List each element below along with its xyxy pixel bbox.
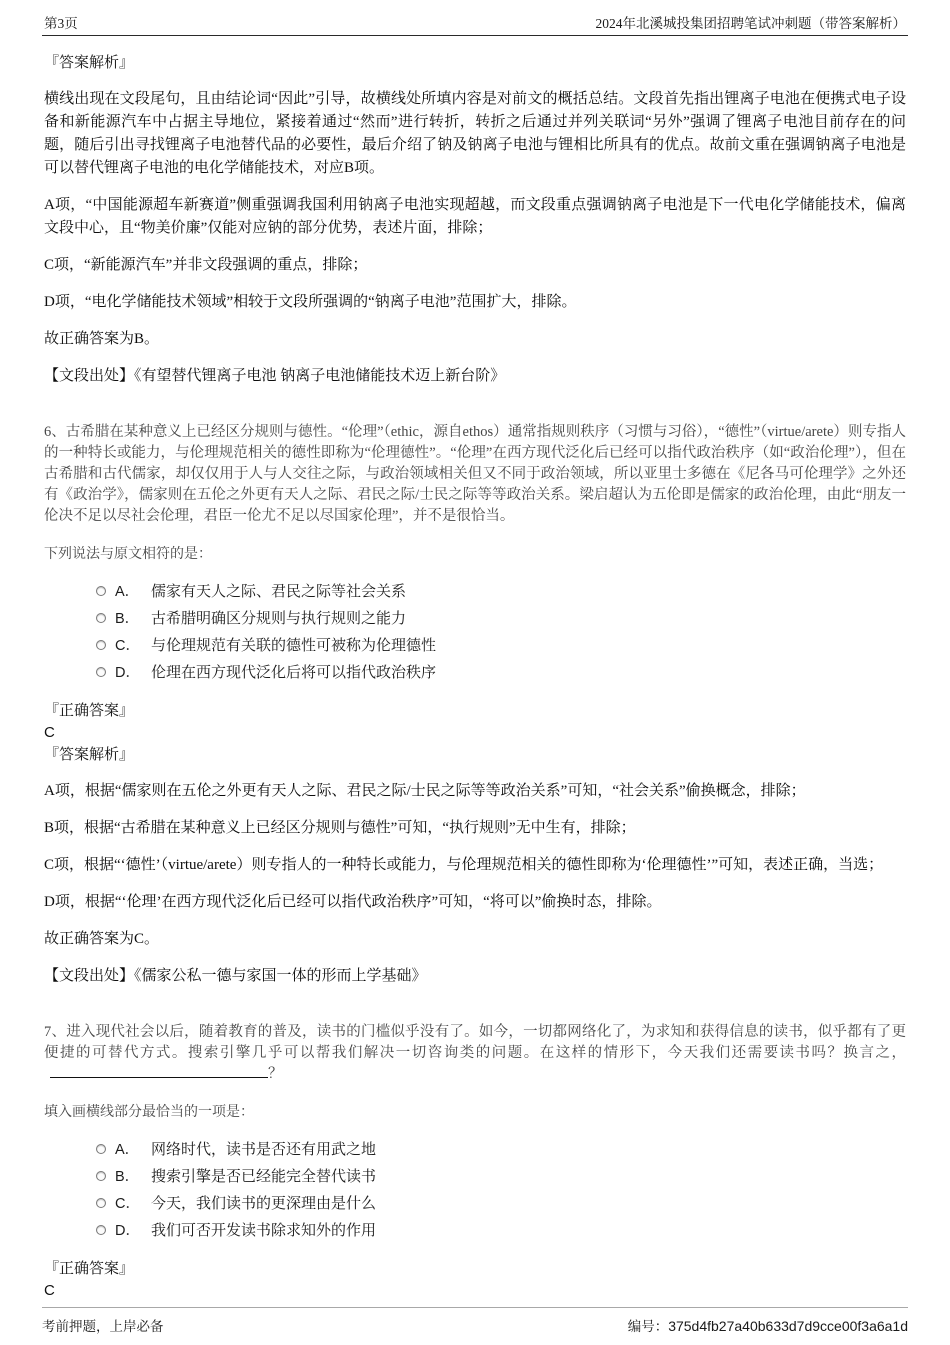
radio-button[interactable] <box>96 586 106 596</box>
option-text: 伦理在西方现代泛化后将可以指代政治秩序 <box>151 665 437 681</box>
q5-analysis-section <box>44 52 906 388</box>
option-row-a[interactable] <box>96 1135 906 1162</box>
passage-source: 【文段出处】《儒家公私一德与家国一体的形而上学基础》 <box>44 968 427 984</box>
radio-button[interactable] <box>96 1171 106 1181</box>
option-letter: A． <box>115 584 140 600</box>
question-7-stem-text: 7、进入现代社会以后，随着教育的普及，读书的门槛似乎没有了。如今，一切都网络化了，为求知和获得信息的读书，似乎都有了更便捷的可替代方式。搜索引擎几乎可以帮我们解决一切咨询类的问题。在这样的情形下，今天我们还需要读书吗？换言之， <box>44 1024 906 1061</box>
radio-button[interactable] <box>96 613 106 623</box>
option-text: 儒家有天人之际、君民之际等社会关系 <box>151 584 407 600</box>
question-7-stem-tail: ？ <box>268 1066 283 1082</box>
question-6-section <box>44 422 906 988</box>
option-letter: A． <box>115 1142 140 1158</box>
radio-button[interactable] <box>96 640 106 650</box>
document-title: 2024年北溪城投集团招聘笔试冲刺题（带答案解析） <box>595 16 906 31</box>
radio-button[interactable] <box>96 1144 106 1154</box>
analysis-paragraph-option-c: C项，根据“‘德性’（virtue/arete）则专指人的一种特长或能力，与伦理规范相关的德性即称为‘伦理德性’”可知，表述正确，当选； <box>44 857 884 873</box>
analysis-paragraph-option-a: A项，根据“儒家则在五伦之外更有天人之际、君民之际/士民之际等等政治关系”可知，“社会关系”偷换概念，排除； <box>44 783 806 799</box>
option-letter: B． <box>115 1169 140 1185</box>
footer-id-code: 375d4fb27a40b633d7d9cce00f3a6a1d <box>668 1318 908 1334</box>
correct-answer-heading: 『正确答案』 <box>44 1261 135 1277</box>
radio-button[interactable] <box>96 1225 106 1235</box>
analysis-heading: 『答案解析』 <box>44 55 135 71</box>
analysis-conclusion: 故正确答案为C。 <box>44 931 160 947</box>
footer-slogan: 考前押题，上岸必备 <box>42 1319 164 1334</box>
analysis-paragraph-option-b: B项，根据“古希腊在某种意义上已经区分规则与德性”可知，“执行规则”无中生有，排除； <box>44 820 636 836</box>
option-row-b[interactable] <box>96 604 906 631</box>
blank-underline <box>50 1064 268 1078</box>
question-7-prompt: 填入画横线部分最恰当的一项是： <box>44 1105 254 1120</box>
option-text: 网络时代，读书是否还有用武之地 <box>151 1142 377 1158</box>
option-letter: D． <box>115 665 140 681</box>
footer-id-label: 编号： <box>627 1319 669 1334</box>
option-letter: C． <box>115 1196 140 1212</box>
question-7-section <box>44 1022 906 1301</box>
option-letter: B． <box>115 611 140 627</box>
question-7-options <box>96 1135 906 1243</box>
footer-document-id <box>628 1315 908 1335</box>
option-text: 古希腊明确区分规则与执行规则之能力 <box>151 611 407 627</box>
correct-answer-value: C <box>44 1282 55 1299</box>
option-row-b[interactable] <box>96 1162 906 1189</box>
correct-answer-heading: 『正确答案』 <box>44 703 135 719</box>
option-text: 搜索引擎是否已经能完全替代读书 <box>151 1169 377 1185</box>
question-6-stem: 6、古希腊在某种意义上已经区分规则与德性。“伦理”（ethic，源自ethos）通常指规则秩序（习惯与习俗），“德性”（virtue/arete）则专指人的一种特长或能力，与伦理规范相关的德性即称为“伦理德性”。“伦理”在西方现代泛化后已经可以指代政治秩序（如“政治伦理”），但在古希腊和古代儒家，却仅仅用于人与人交往之际，与政治领域相关但又不同于政治领域，所以亚里士多德在《尼各马可伦理学》之外还有《政治学》，儒家则在五伦之外更有天人之际、君民之际/士民之际等等政治关系。梁启超认为五伦即是儒家的政治伦理，由此“朋友一伦决不足以尽社会伦理，君臣一伦尤不足以尽国家伦理”，并不是很恰当。 <box>44 424 906 524</box>
option-row-c[interactable] <box>96 1189 906 1216</box>
option-letter: D． <box>115 1223 140 1239</box>
correct-answer-value: C <box>44 724 55 741</box>
analysis-paragraph-option-c: C项，“新能源汽车”并非文段强调的重点，排除； <box>44 257 368 273</box>
option-text: 今天，我们读书的更深理由是什么 <box>151 1196 377 1212</box>
radio-button[interactable] <box>96 667 106 677</box>
question-6-options <box>96 577 906 685</box>
analysis-heading: 『答案解析』 <box>44 747 135 763</box>
option-text: 我们可否开发读书除求知外的作用 <box>151 1223 377 1239</box>
page-footer <box>42 1307 908 1335</box>
analysis-paragraph-option-a: A项，“中国能源超车新赛道”侧重强调我国利用钠离子电池实现超越，而文段重点强调钠离子电池是下一代电化学储能技术，偏离文段中心，且“物美价廉”仅能对应钠的部分优势，表述片面，排除； <box>44 197 906 236</box>
analysis-paragraph-option-d: D项，根据“‘伦理’在西方现代泛化后已经可以指代政治秩序”可知，“将可以”偷换时态，排除。 <box>44 894 662 910</box>
option-row-c[interactable] <box>96 631 906 658</box>
question-7-stem <box>44 1022 906 1085</box>
page-number-label: 第3页 <box>44 16 78 31</box>
option-letter: C． <box>115 638 140 654</box>
question-6-prompt: 下列说法与原文相符的是： <box>44 547 212 562</box>
page-header <box>42 0 908 36</box>
option-text: 与伦理规范有关联的德性可被称为伦理德性 <box>151 638 437 654</box>
option-row-d[interactable] <box>96 1216 906 1243</box>
analysis-paragraph-main: 横线出现在文段尾句，且由结论词“因此”引导，故横线处所填内容是对前文的概括总结。文段首先指出锂离子电池在便携式电子设备和新能源汽车中占据主导地位，紧接着通过“然而”进行转折，转折之后通过并列关联词“另外”强调了锂离子电池目前存在的问题，随后引出寻找锂离子电池替代品的必要性，最后介绍了钠及钠离子电池与锂相比所具有的优点。故前文重在强调钠离子电池是可以替代锂离子电池的电化学储能技术，对应B项。 <box>44 91 906 176</box>
option-row-d[interactable] <box>96 658 906 685</box>
analysis-paragraph-option-d: D项，“电化学储能技术领域”相较于文段所强调的“钠离子电池”范围扩大，排除。 <box>44 294 577 310</box>
analysis-conclusion: 故正确答案为B。 <box>44 331 160 347</box>
page-content <box>0 36 950 1301</box>
radio-button[interactable] <box>96 1198 106 1208</box>
option-row-a[interactable] <box>96 577 906 604</box>
passage-source: 【文段出处】《有望替代锂离子电池 钠离子电池储能技术迈上新台阶》 <box>44 368 506 384</box>
